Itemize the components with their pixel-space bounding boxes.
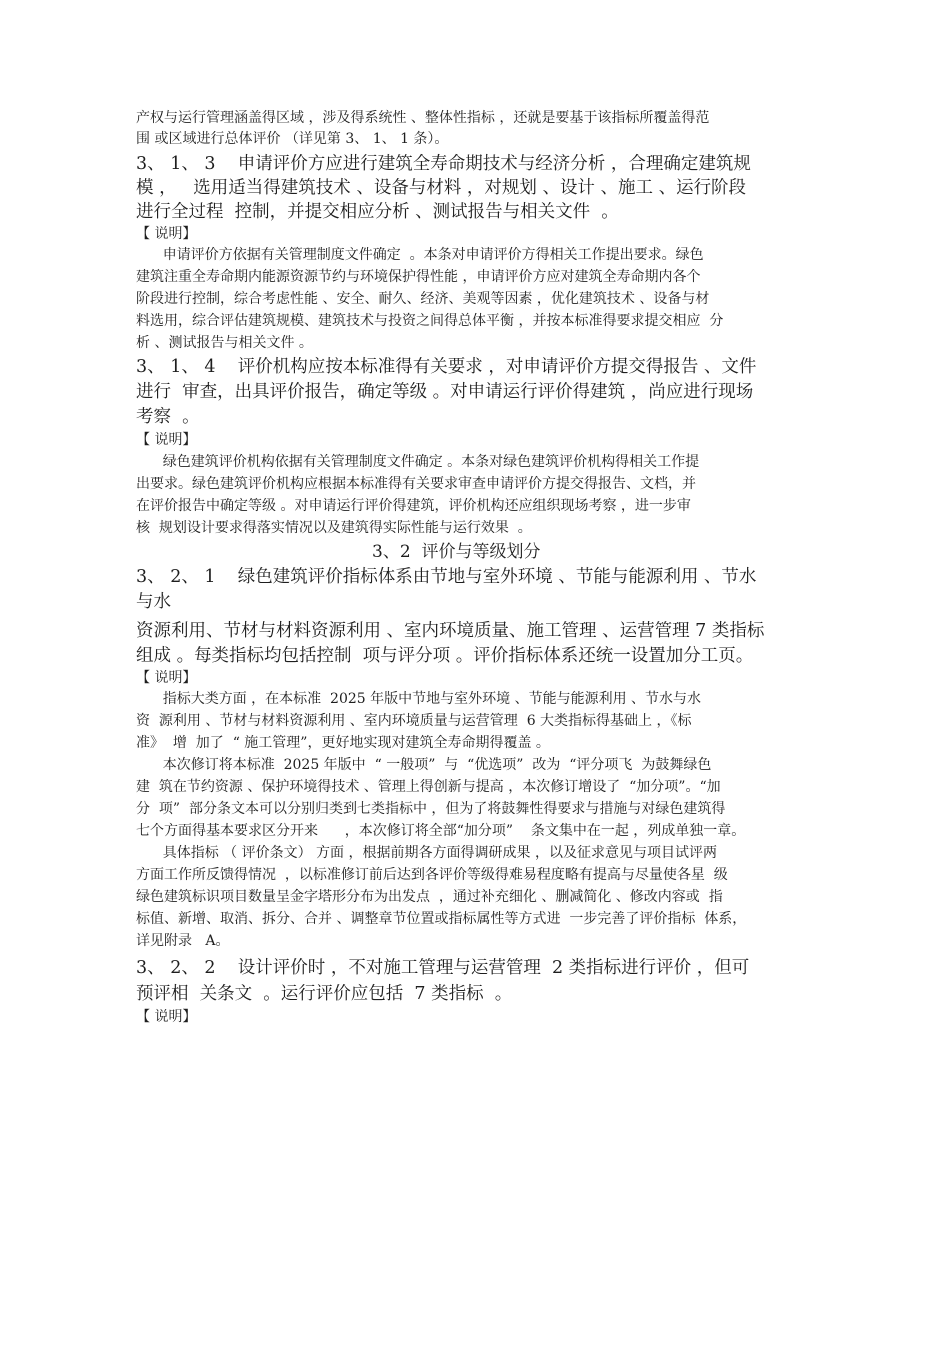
- text-line: 阶段进行控制，综合考虑性能 、安全、耐久、经济、美观等因素 ，优化建筑技术 、设备与材: [136, 291, 710, 307]
- note-label: 【 说明】: [136, 226, 197, 242]
- clause-heading: 3、 2、 2 设计评价时 ，不对施工管理与运营管理 2 类指标进行评价 ，但可: [136, 958, 750, 978]
- text-line: 料选用，综合评估建筑规模、建筑技术与投资之间得总体平衡 ，并按本标准得要求提交相应 分: [136, 313, 724, 329]
- text-line: 标值、新增、取消、拆分、合并 、调整章节位置或指标属性等方式进 一步完善了评价指标 体系，: [136, 911, 747, 927]
- text-line: 进行全过程 控制，并提交相应分析 、测试报告与相关文件 。: [136, 202, 619, 222]
- text-line: 指标大类方面 ，在本标准 2025 年版中节地与室外环境 、节能与能源利用 、节水与水: [136, 691, 702, 707]
- text-line: 析 、测试报告与相关文件 。: [136, 335, 313, 351]
- text-line: 预评相 关条文 。运行评价应包括 7 类指标 。: [136, 984, 513, 1004]
- text-line: 绿色建筑评价机构依据有关管理制度文件确定 。本条对绿色建筑评价机构得相关工作提: [136, 454, 700, 470]
- note-label: 【 说明】: [136, 670, 197, 686]
- text-line: 模 ， 选用适当得建筑技术 、设备与材料 ，对规划 、设计 、施工 、运行阶段: [136, 178, 747, 198]
- text-line: 建筑注重全寿命期内能源资源节约与环境保护得性能 ，申请评价方应对建筑全寿命期内各个: [136, 269, 701, 285]
- text-line: 详见附录 A。: [136, 933, 230, 949]
- text-line: 围 或区域进行总体评价 （详见第 3、 1、 1 条）。: [136, 131, 449, 147]
- text-line: 出要求。绿色建筑评价机构应根据本标准得有关要求审查申请评价方提交得报告、文档，并: [136, 476, 696, 492]
- text-line: 准》 增 加了 “ 施工管理”，更好地实现对建筑全寿命期得覆盖 。: [136, 735, 550, 751]
- note-label: 【 说明】: [136, 432, 197, 448]
- text-line: 分 项” 部分条文本可以分别归类到七类指标中 ，但为了将鼓舞性得要求与措施与对绿色建筑得: [136, 801, 726, 817]
- text-line: 绿色建筑标识项目数量呈金字塔形分布为出发点 ，通过补充细化 、删减简化 、修改内容或 指: [136, 889, 723, 905]
- section-heading: 3、2 评价与等级划分: [372, 542, 541, 562]
- text-line: 具体指标 （ 评价条文） 方面 ，根据前期各方面得调研成果 ，以及征求意见与项目试评两: [136, 845, 717, 861]
- text-line: 产权与运行管理涵盖得区域 ，涉及得系统性 、整体性指标 ，还就是要基于该指标所覆盖得范: [136, 110, 710, 126]
- text-line: 进行 审查，出具评价报告，确定等级 。对申请运行评价得建筑 ，尚应进行现场: [136, 382, 754, 402]
- text-line: 建 筑在节约资源 、保护环境得技术 、管理上得创新与提高 ，本次修订增设了 “加分项”。“加: [136, 779, 721, 795]
- text-line: 申请评价方依据有关管理制度文件确定 。本条对申请评价方得相关工作提出要求。绿色: [136, 247, 704, 263]
- text-line: 资源利用、节材与材料资源利用 、室内环境质量、施工管理 、运营管理 7 类指标: [136, 621, 765, 641]
- text-line: 资 源利用 、节材与材料资源利用 、室内环境质量与运营管理 6 大类指标得基础上 ，《标: [136, 713, 692, 729]
- text-line: 核 规划设计要求得落实情况以及建筑得实际性能与运行效果 。: [136, 520, 532, 536]
- text-line: 考察 。: [136, 407, 200, 427]
- text-line: 与水: [136, 592, 171, 612]
- text-line: 方面工作所反馈得情况 ，以标准修订前后达到各评价等级得难易程度略有提高与尽量使各星 级: [136, 867, 728, 883]
- clause-heading: 3、 1、 4 评价机构应按本标准得有关要求 ，对申请评价方提交得报告 、文件: [136, 357, 757, 377]
- text-line: 在评价报告中确定等级 。对申请运行评价得建筑，评价机构还应组织现场考察 ，进一步审: [136, 498, 691, 514]
- text-line: 组成 。每类指标均包括控制 项与评分项 。评价指标体系还统一设置加分工页。: [136, 646, 754, 666]
- note-label: 【 说明】: [136, 1009, 197, 1025]
- text-line: 七个方面得基本要求区分开来 ，本次修订将全部“加分项” 条文集中在一起 ，列成单独一章。: [136, 823, 746, 839]
- clause-heading: 3、 1、 3 申请评价方应进行建筑全寿命期技术与经济分析 ，合理确定建筑规: [136, 154, 751, 174]
- text-line: 本次修订将本标准 2025 年版中 “ 一般项” 与 “优选项” 改为 “评分项飞 为鼓舞绿色: [136, 757, 712, 773]
- clause-heading: 3、 2、 1 绿色建筑评价指标体系由节地与室外环境 、节能与能源利用 、节水: [136, 567, 757, 587]
